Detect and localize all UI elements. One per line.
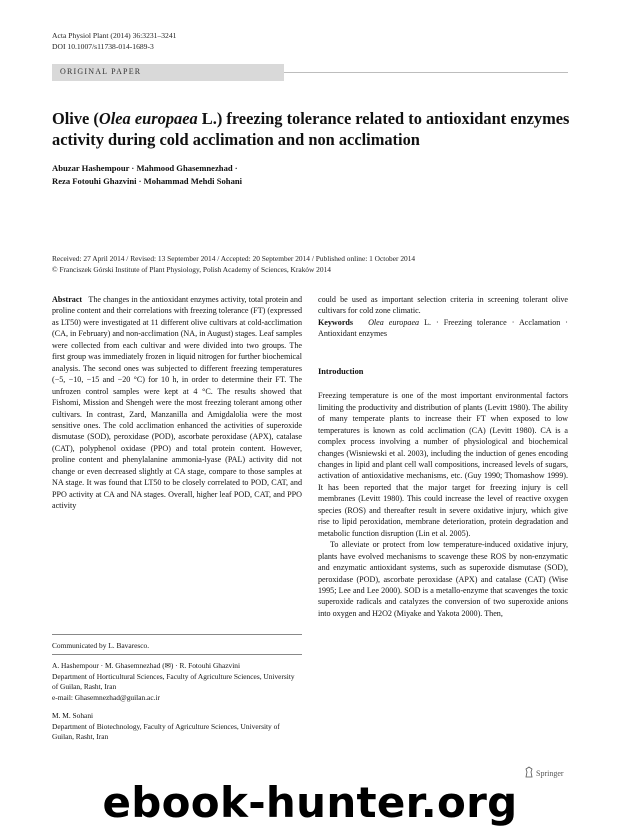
intro-paragraph-1: Freezing temperature is one of the most important environmental factors limiting the productivity and distribution of plants (Levitt 1980). The ability of many temperate plants to increase their FT when exposed to low temperatures is known as cold acclimation (CA) (Levitt 1980). CA is a complex process involving a number of physiological and biochemical changes (Wisniewski et al. 2003), including the induction of genes encoding changes in lipid and plant cell wall compositions, increased levels of sugars, activation of antioxidative mechanisms, etc. (Guy 1990; Thomashow 1999). It has been reported that the major target for freezing injury is cell membranes (Levitt 1980). This could increase the level of reactive oxygen species (ROS) and thereafter result in severe oxidative injury, which give rise to lipid peroxidation, membrane deterioration, protein degradation and metabolic function disruption (Lin et al. 2005). [318, 391, 568, 538]
journal-doi: DOI 10.1007/s11738-014-1689-3 [52, 42, 154, 51]
communicated-by: Communicated by L. Bavaresco. [52, 634, 302, 652]
keywords-text: L. · Freezing tolerance · Acclamation · Antioxidant enzymes [318, 317, 568, 339]
abstract-label: Abstract [52, 295, 83, 304]
authors-line2: Reza Fotouhi Ghazvini · Mohammad Mehdi Sohani [52, 176, 243, 186]
abstract-text: The changes in the antioxidant enzymes activity, total protein and proline content and their correlations with freezing tolerance (FT) (expressed as LT50) were investigated at 11 different olive cultivars at cold-acclimation (CA, in February) and non-acclimation (NA, in August) stages. Leaf samples were collected from each cultivar and were divided into two groups. The first group was immediately frozen in liquid nitrogen for further biochemical analysis. The second ones was subjected to different freezing temperatures (−5, −10, −15 and −20 °C) for 10 h, in order to determine their FT. The unfrozen control samples were kept at 4 °C. The results showed that Fishomi, Mission and Shengeh were the most freezing tolerant among other cultivars. In contrast, Zard, Manzanilla and Amigdalolia were the most sensitive ones. The cold acclimation enhanced the activities of superoxide dismutase (SOD), peroxidase (POD), ascorbate peroxidase (APX), catalase (CAT), polyphenol oxidase (PPO) and total protein content. However, proline content and phenylalanine ammonia-lyase (PAL) activity did not change or even decreased slightly at CA stage, compare to those samples at NA stage. It was found that LT50 to be closely correlated to POD, CAT, and PPO activity at CA and NA stages. Overall, higher leaf POD, CAT, and PPO activity [52, 295, 302, 511]
article-type-label: ORIGINAL PAPER [60, 67, 142, 76]
publisher-logo [524, 766, 564, 778]
affiliation-block-2 [52, 711, 302, 743]
introduction-heading: Introduction [318, 366, 364, 376]
abstract [52, 294, 302, 512]
springer-horse-icon [524, 766, 534, 778]
right-column [318, 294, 568, 619]
publication-dates [52, 253, 572, 275]
corresponding-email[interactable]: e-mail: Ghasemnezhad@guilan.ac.ir [52, 692, 160, 702]
left-column [52, 294, 302, 512]
abstract-continued: could be used as important selection criteria in screening tolerant olive cultivars for cold zone climatic. [318, 295, 568, 316]
article-type-banner [52, 64, 568, 81]
affiliations [52, 654, 302, 751]
author-list [52, 162, 572, 188]
keywords-label: Keywords [318, 317, 354, 327]
keywords [318, 317, 568, 340]
intro-paragraph-2: To alleviate or protect from low temperature-induced oxidative injury, plants have evolved mechanisms to scavenge these ROS by non-enzymatic and enzymatic antioxidant systems, such as superoxide dismutase (SOD), peroxidase (POD), ascorbate peroxidase (APX) and catalase (CAT) (Wise 1995; Lee and Lee 2000). SOD is a metallo-enzyme that scavenges the toxic superoxide radicals and catalyzes the conversion of two superoxide anions into oxygen and H2O2 (Miyake and Yakota 2000). Then, [318, 540, 568, 618]
publisher-name: Springer [536, 769, 564, 778]
title-part2: L.) freezing tolerance related to antioxidant enzymes activity during cold acclimation and non acclimation [52, 109, 570, 149]
affiliation-dept-1: Department of Horticultural Sciences, Faculty of Agriculture Sciences, University of Guilan, Rasht, Iran [52, 671, 295, 691]
affiliation-authors-1: A. Hashempour · M. Ghasemnezhad (✉) · R. Fotouhi Ghazvini [52, 661, 241, 670]
affiliation-authors-2: M. M. Sohani [52, 711, 94, 720]
watermark: ebook-hunter.org [102, 778, 518, 827]
authors-line1: Abuzar Hashempour · Mahmood Ghasemnezhad · [52, 163, 238, 173]
affiliation-block-1 [52, 661, 302, 703]
journal-header [52, 30, 176, 52]
dates-line: Received: 27 April 2014 / Revised: 13 September 2014 / Accepted: 20 September 2014 / Published online: 1 October 2014 [52, 254, 416, 263]
title-species: Olea europaea [98, 109, 198, 128]
journal-citation: Acta Physiol Plant (2014) 36:3231–3241 [52, 31, 177, 40]
title-part1: Olive ( [52, 109, 99, 128]
banner-rule [284, 72, 568, 73]
paper-title [52, 108, 572, 150]
affiliation-dept-2: Department of Biotechnology, Faculty of Agriculture Sciences, University of Guilan, Rasht, Iran [52, 721, 280, 741]
copyright-line: © Franciszek Górski Institute of Plant Physiology, Polish Academy of Sciences, Kraków 2014 [52, 265, 331, 274]
keywords-species: Olea europaea [368, 317, 420, 327]
